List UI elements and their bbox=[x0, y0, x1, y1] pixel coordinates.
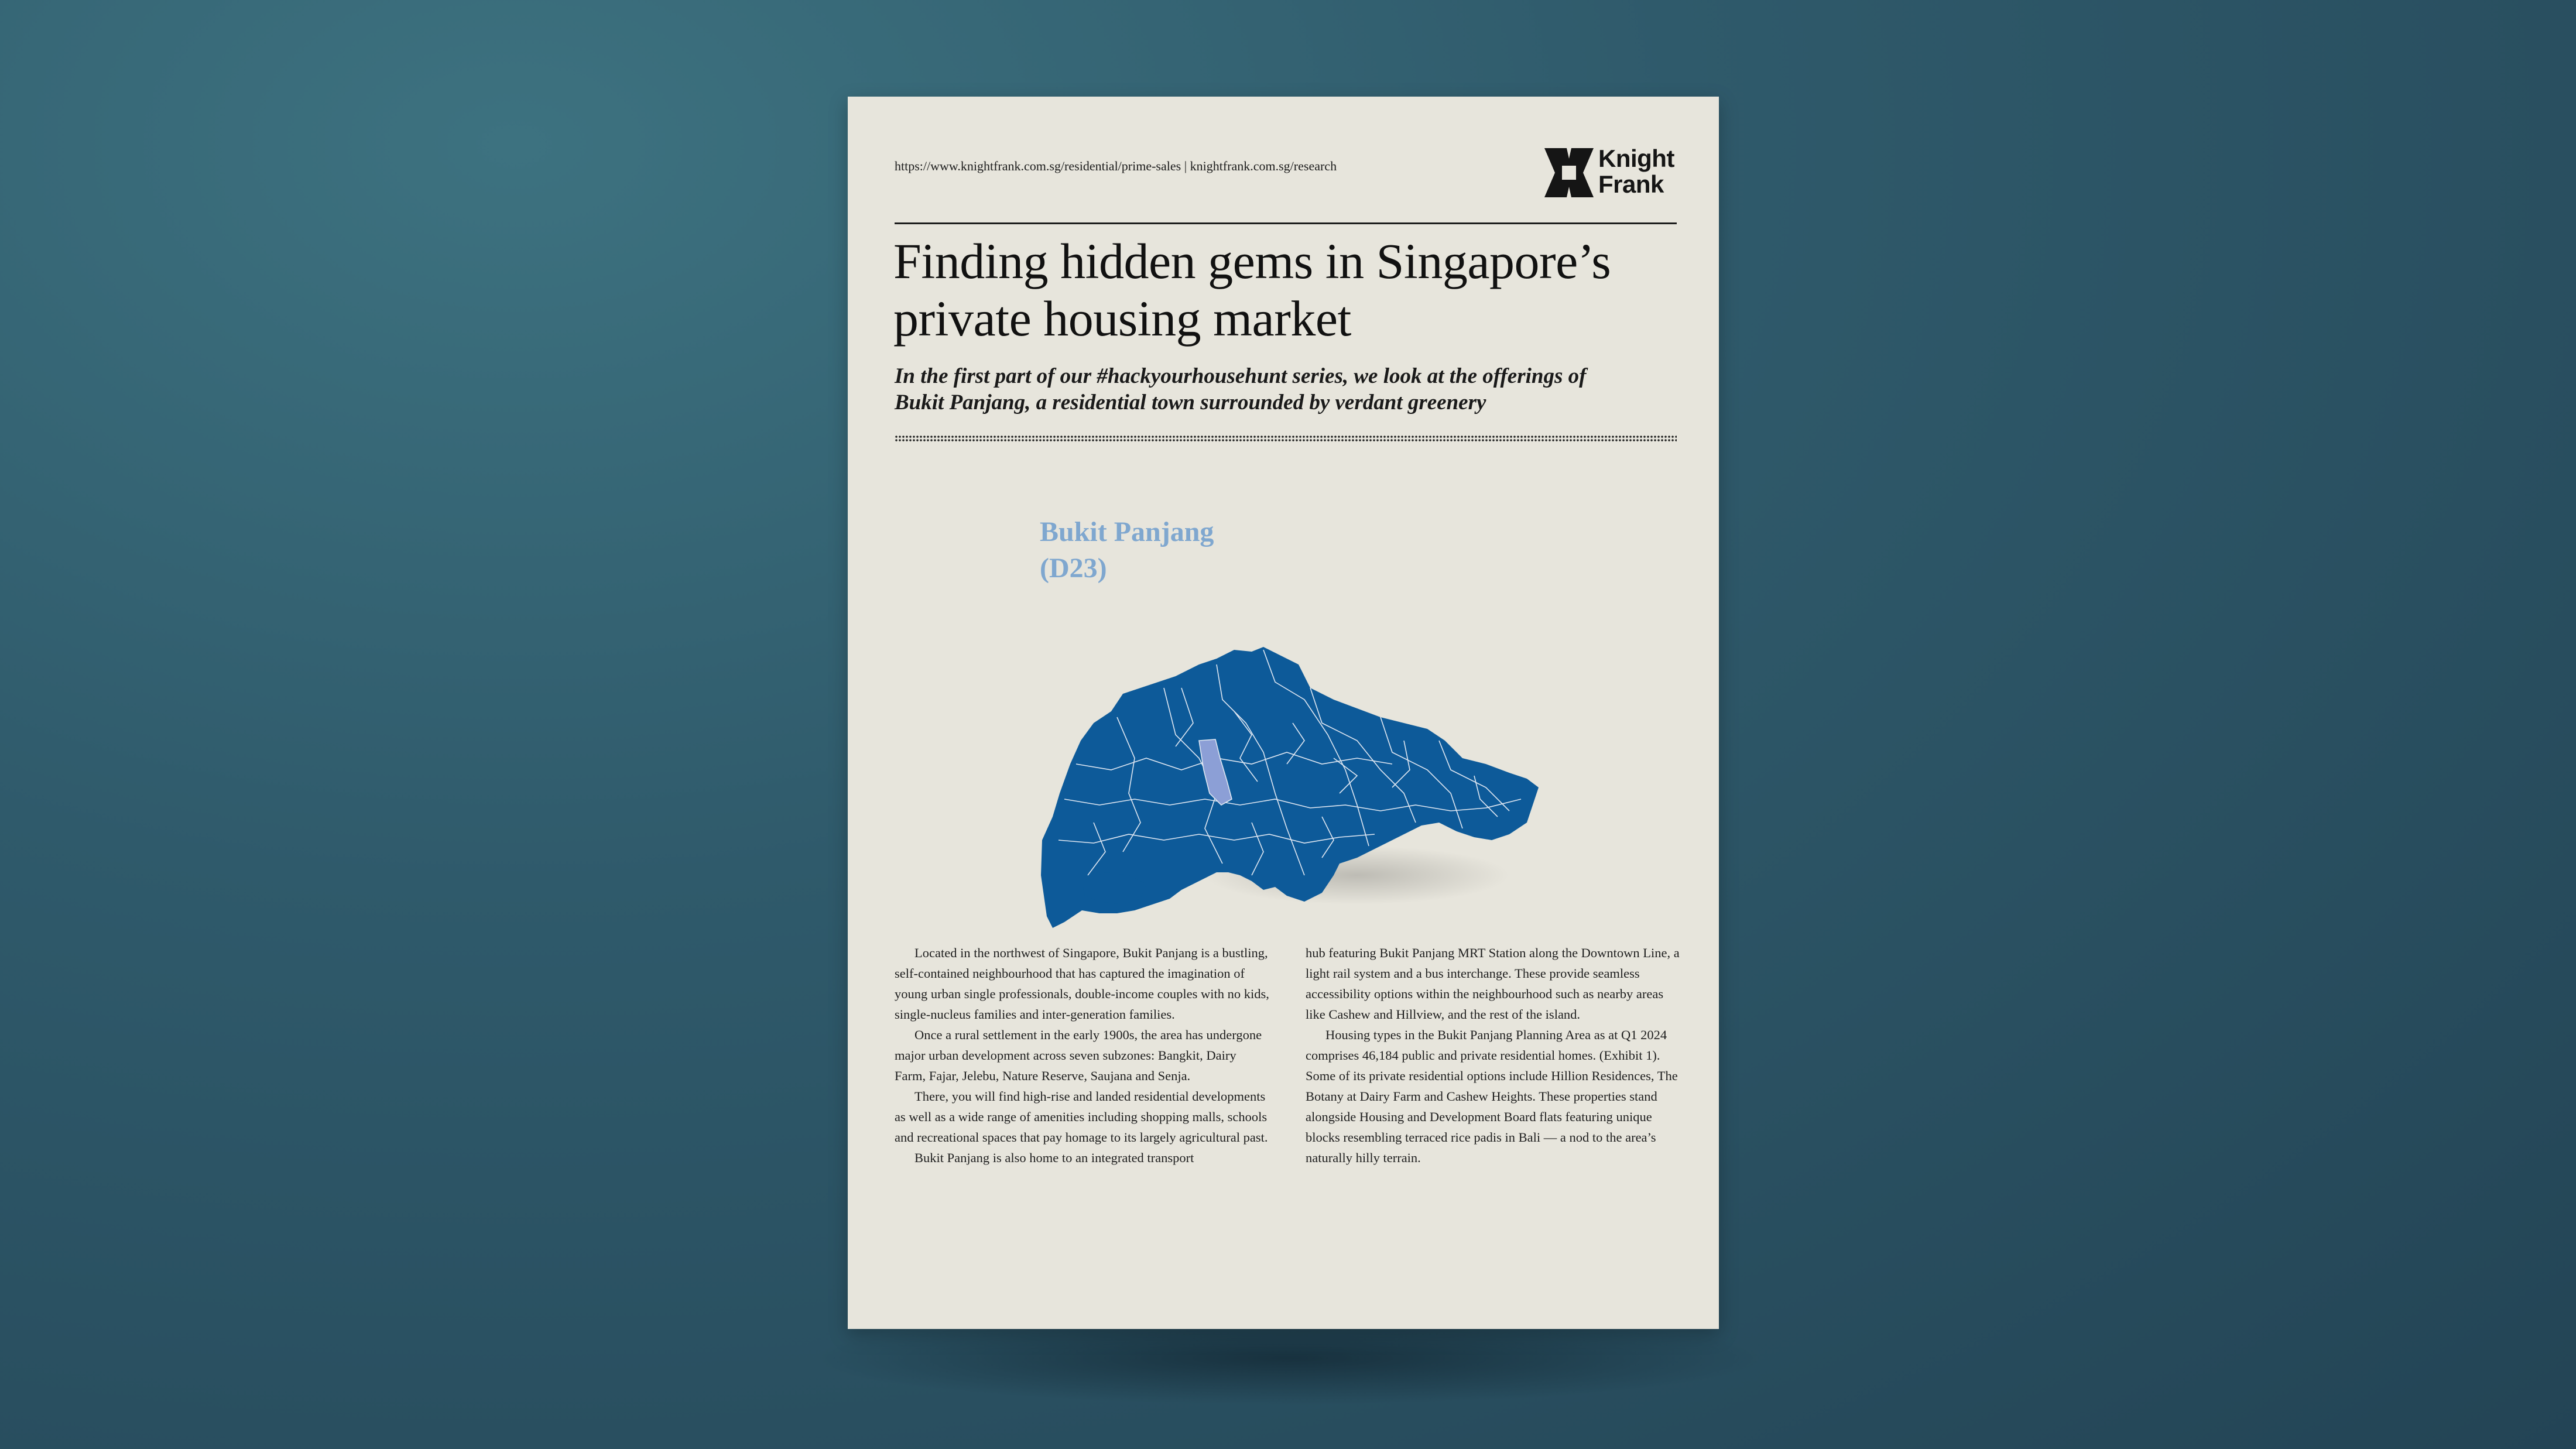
subtitle-line1: In the first part of our #hackyourhousehunt series, we look at the offerings of bbox=[895, 364, 1587, 388]
dotted-divider bbox=[895, 435, 1677, 442]
logo-text-line2: Frank bbox=[1598, 170, 1664, 198]
body-column-left bbox=[895, 943, 1269, 1168]
article-title bbox=[893, 232, 1690, 347]
logo-text bbox=[1598, 146, 1674, 197]
body-paragraph: There, you will find high-rise and landed residential developments as well as a wide range of amenities including shopping malls, schools and recreational spaces that pay homage to its largely agricultural past. bbox=[895, 1089, 1268, 1145]
header-rule bbox=[895, 222, 1677, 224]
body-column-right bbox=[1306, 943, 1680, 1168]
header-url[interactable]: https://www.knightfrank.com.sg/residential/prime-sales | knightfrank.com.sg/research bbox=[895, 159, 1337, 173]
subtitle-line2: Bukit Panjang, a residential town surrounded by verdant greenery bbox=[895, 390, 1486, 415]
map-label-line1: Bukit Panjang bbox=[1040, 516, 1214, 547]
logo-text-line1: Knight bbox=[1598, 145, 1674, 172]
body-paragraph: Located in the northwest of Singapore, Bukit Panjang is a bustling, self-contained neighbourhood that has captured the imagination of young urban single professionals, double-income couples with no kids, single-nucleus families and inter-generation families. bbox=[895, 946, 1269, 1022]
knight-frank-logo-icon bbox=[1544, 148, 1594, 197]
body-paragraph: Bukit Panjang is also home to an integrated transport bbox=[914, 1150, 1194, 1165]
body-paragraph: hub featuring Bukit Panjang MRT Station along the Downtown Line, a light rail system and a bus interchange. These provide seamless accessibility options within the neighbourhood such as nearby areas like Cashew and Hillview, and the rest of the island. bbox=[1306, 946, 1680, 1022]
title-line2: private housing market bbox=[893, 290, 1351, 347]
title-line1: Finding hidden gems in Singapore’s bbox=[893, 233, 1611, 289]
body-paragraph: Housing types in the Bukit Panjang Planning Area as at Q1 2024 comprises 46,184 public and private residential homes. (Exhibit 1). Some of its private residential options include Hillion Residences, The Botany at Dairy Farm and Cashew Heights. These properties stand alongside Housing and Development Board flats featuring unique blocks resembling terraced rice padis in Bali — a nod to the area’s naturally hilly terrain. bbox=[1306, 1027, 1678, 1165]
body-paragraph: Once a rural settlement in the early 1900s, the area has undergone major urban development across seven subzones: Bangkit, Dairy Farm, Fajar, Jelebu, Nature Reserve, Saujana and Senja. bbox=[895, 1027, 1262, 1083]
article-subtitle bbox=[895, 363, 1656, 416]
knight-frank-logo bbox=[1544, 143, 1685, 202]
map-label-line2: (D23) bbox=[1040, 553, 1107, 584]
document-page bbox=[848, 97, 1719, 1329]
singapore-map bbox=[1029, 547, 1591, 969]
